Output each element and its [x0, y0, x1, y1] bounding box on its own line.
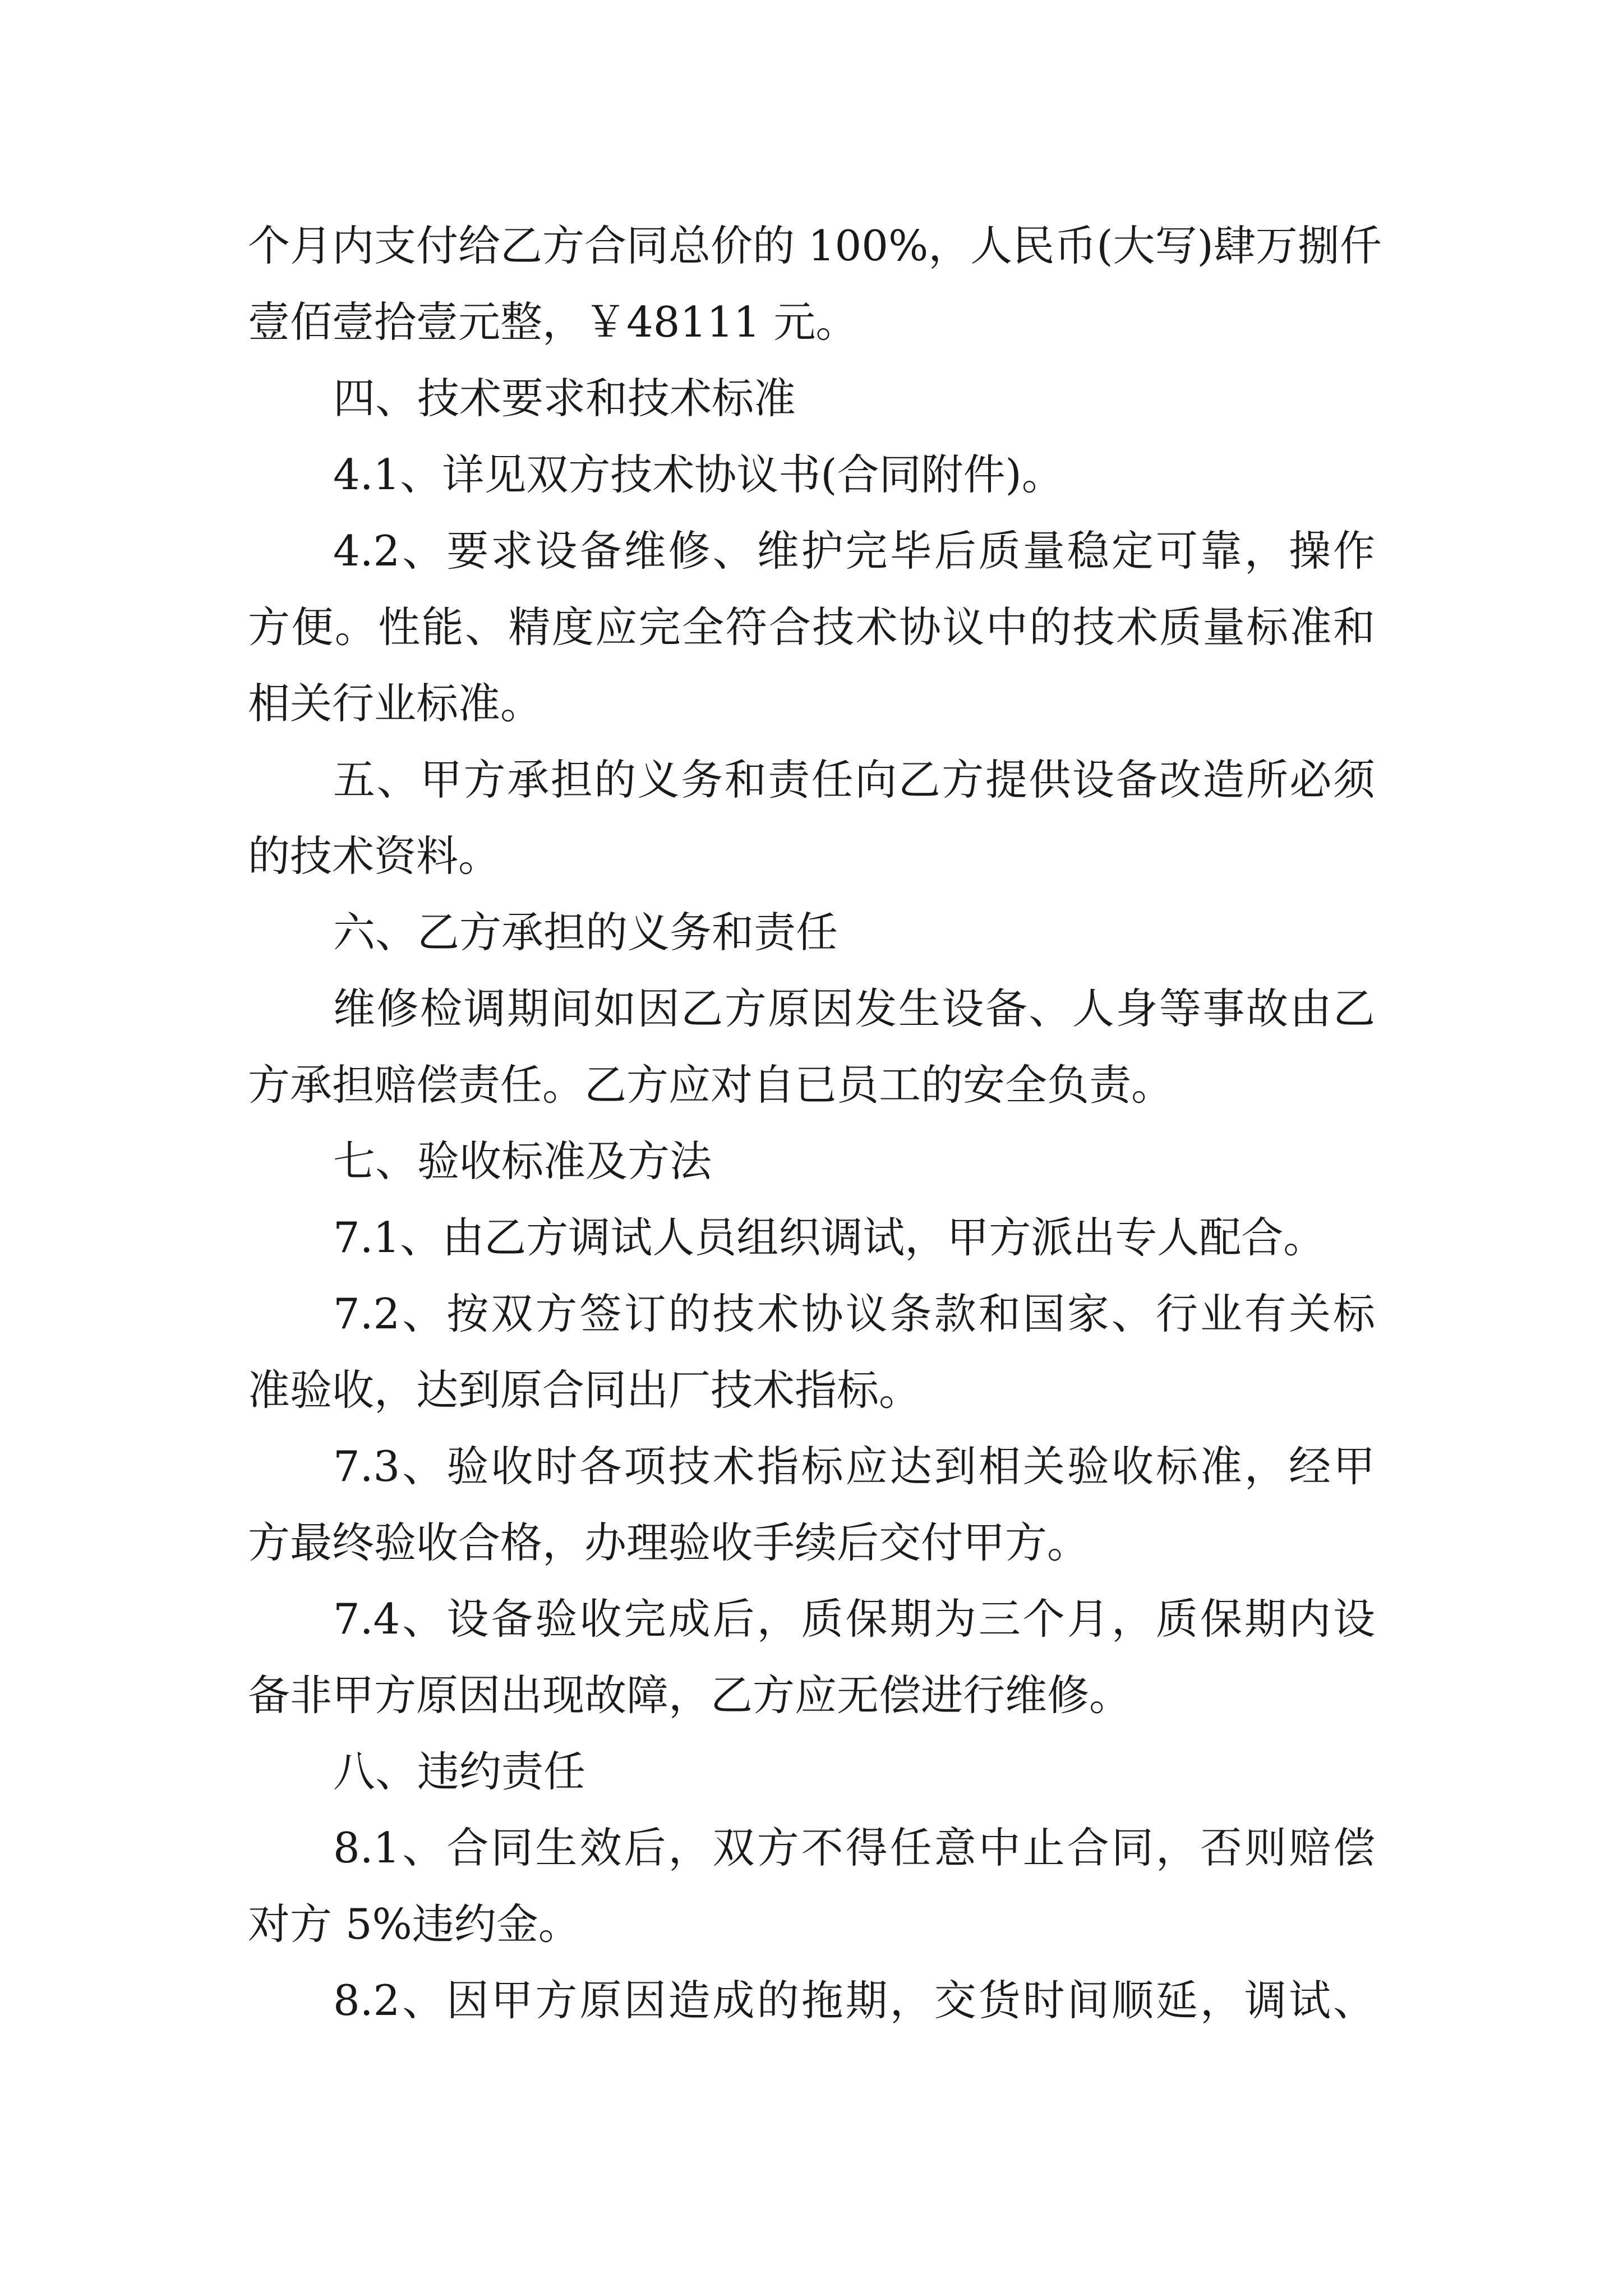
- text-line: 六、乙方承担的义务和责任: [333, 908, 838, 957]
- text-line: 7.2、按双方签订的技术协议条款和国家、行业有关标: [333, 1289, 1375, 1338]
- text-line: 8.2、因甲方原因造成的拖期，交货时间顺延，调试、: [333, 1976, 1375, 2025]
- text-line: 4.2、要求设备维修、维护完毕后质量稳定可靠，操作: [333, 526, 1375, 576]
- text-line: 7.4、设备验收完成后，质保期为三个月，质保期内设: [333, 1594, 1375, 1644]
- text-line: 壹佰壹拾壹元整，￥48111 元。: [248, 297, 858, 347]
- text-line: 个月内支付给乙方合同总价的 100%，人民币(大写)肆万捌仟: [248, 221, 1382, 270]
- text-line: 相关行业标准。: [248, 679, 543, 728]
- text-line: 备非甲方原因出现故障，乙方应无偿进行维修。: [248, 1671, 1132, 1720]
- text-line: 7.3、验收时各项技术指标应达到相关验收标准，经甲: [333, 1442, 1375, 1491]
- text-line: 4.1、详见双方技术协议书(合同附件)。: [333, 450, 1064, 499]
- text-line: 七、验收标准及方法: [333, 1137, 712, 1186]
- text-line: 维修检调期间如因乙方原因发生设备、人身等事故由乙: [333, 984, 1375, 1033]
- text-line: 五、甲方承担的义务和责任向乙方提供设备改造所必须: [333, 755, 1375, 804]
- text-line: 准验收，达到原合同出厂技术指标。: [248, 1365, 921, 1415]
- text-line: 方承担赔偿责任。乙方应对自已员工的安全负责。: [248, 1060, 1174, 1110]
- text-line: 方便。性能、精度应完全符合技术协议中的技术质量标准和: [248, 602, 1375, 652]
- text-line: 8.1、合同生效后，双方不得任意中止合同，否则赔偿: [333, 1823, 1375, 1872]
- text-line: 方最终验收合格，办理验收手续后交付甲方。: [248, 1518, 1090, 1567]
- contract-body-text: [248, 208, 1382, 2039]
- text-line: 的技术资料。: [248, 831, 501, 881]
- text-line: 八、违约责任: [333, 1747, 586, 1796]
- text-line: 四、技术要求和技术标准: [333, 374, 796, 423]
- text-line: 对方 5%违约金。: [248, 1899, 580, 1949]
- text-line: 7.1、由乙方调试人员组织调试，甲方派出专人配合。: [333, 1213, 1326, 1262]
